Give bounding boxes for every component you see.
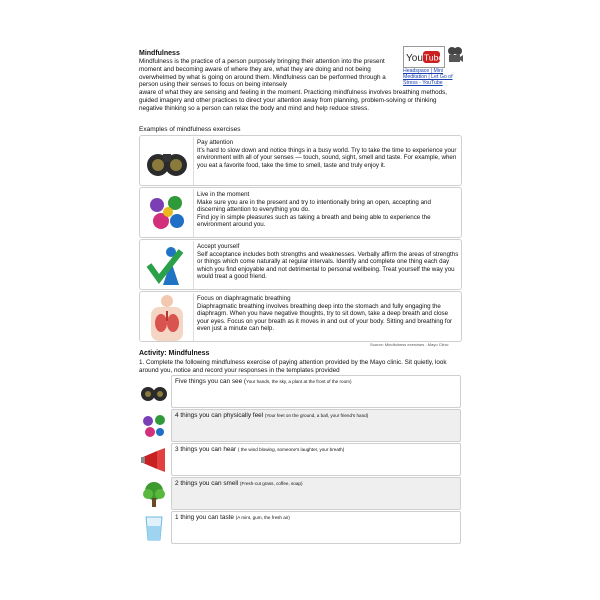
lungs-icon: [141, 293, 194, 341]
source-caption: Source: Mindfulness exercises - Mayo Clinic: [370, 342, 449, 347]
tree-icon: [139, 480, 169, 508]
example-body: Self acceptance includes both strengths and weaknesses. Verbally affirm the areas of strengths or things which come naturally at regular intervals. Identify and complete one thing each day which you find enjoyable and not detrimental to personal wellbeing. Treat yourself the way you would treat a good friend.: [197, 250, 459, 281]
examples-heading: Examples of mindfulness exercises: [139, 126, 241, 133]
prompt-label: 2 things you can smell (Fresh-cut grass, coffee, soap): [175, 480, 303, 487]
example-text: [197, 243, 459, 281]
example-card: [139, 291, 462, 342]
prompt-label: 4 things you can physically feel (Your feet on the ground, a ball, your friend's hand): [175, 412, 369, 419]
example-body-2: Find joy in simple pleasures such as taking a breath and being able to experience the environment around you.: [197, 213, 431, 229]
youtube-icon: [404, 47, 444, 67]
activity-instructions: 1. Complete the following mindfulness exercise of paying attention provided by the Mayo clinic. Sit quietly, look around you, notice and record your responses in the templates provided: [139, 359, 447, 374]
megaphone-icon: [139, 446, 169, 474]
handprints-icon: [139, 412, 169, 440]
prompt-label: 3 things you can hear ( the wind blowing, someone's laughter, your breath): [175, 446, 345, 453]
svg-text:Tube: Tube: [424, 52, 444, 63]
example-title: Live in the moment: [197, 191, 250, 198]
example-text: [197, 191, 459, 229]
example-body: Diaphragmatic breathing involves breathing deep into the stomach and fully engaging the diaphragm. When you have negative thoughts, try to sit down, take a deep breath and close your eyes. Focus on your breath as it moves in and out of your body. Sitting and breathing for even just a minute can help.: [197, 302, 453, 333]
film-reel-icon: [447, 46, 463, 64]
intro-text-full: aware of what they are sensing and feeling in the moment. Practicing mindfulness involves breathing methods, guided imagery and other practices to direct your attention away from planning, problem-solving or thinking negative thinking so a person can relax the body and mind and help reduce stress.: [139, 89, 448, 112]
example-text: [197, 295, 459, 333]
activity-row-feel: [139, 409, 461, 442]
intro-text-narrow: Mindfulness is the practice of a person purposely bringing their attention into the present moment and becoming aware of where they are, what they are doing and not being overwhelmed by what is going on around them. Mindfulness can be performed through a person using their senses to focus on being intensely: [139, 58, 386, 89]
svg-text:You: You: [406, 53, 423, 64]
example-body: Make sure you are in the present and try to intentionally bring an open, accepting and discerning attention to everything you do.: [197, 198, 431, 214]
section-title: Mindfulness: [139, 50, 180, 57]
example-title: Pay attention: [197, 139, 234, 146]
binoculars-icon: [141, 137, 194, 185]
prompt-label: Five things you can see (Your hands, the sky, a plant at the front of the room): [175, 378, 352, 385]
prompt-label: 1 thing you can taste (A mint, gum, the fresh air): [175, 514, 290, 521]
example-card: [139, 135, 462, 186]
example-text: [197, 139, 459, 169]
person-check-icon: [141, 241, 194, 289]
example-title: Accept yourself: [197, 243, 240, 250]
example-title: Focus on diaphragmatic breathing: [197, 295, 291, 302]
binoculars-icon: [139, 378, 169, 406]
activity-row-smell: [139, 477, 461, 510]
activity-row-hear: [139, 443, 461, 476]
example-card: [139, 239, 462, 290]
activity-row-see: [139, 375, 461, 408]
activity-heading: Activity: Mindfulness: [139, 350, 210, 357]
video-link-block[interactable]: [403, 46, 461, 90]
youtube-logo[interactable]: [403, 46, 445, 68]
handprints-icon: [141, 189, 194, 237]
example-card: [139, 187, 462, 238]
activity-row-taste: [139, 511, 461, 544]
glass-icon: [139, 514, 169, 542]
example-body: It's hard to slow down and notice things in a busy world. Try to take the time to experience your environment with all of your senses — touch, sound, sight, smell and taste. For example, when you eat a favorite food, take the time to smell, taste and truly enjoy it.: [197, 146, 457, 169]
video-link[interactable]: Headspace | Mini Meditation | Let Go of Stress - YouTube: [403, 68, 453, 87]
